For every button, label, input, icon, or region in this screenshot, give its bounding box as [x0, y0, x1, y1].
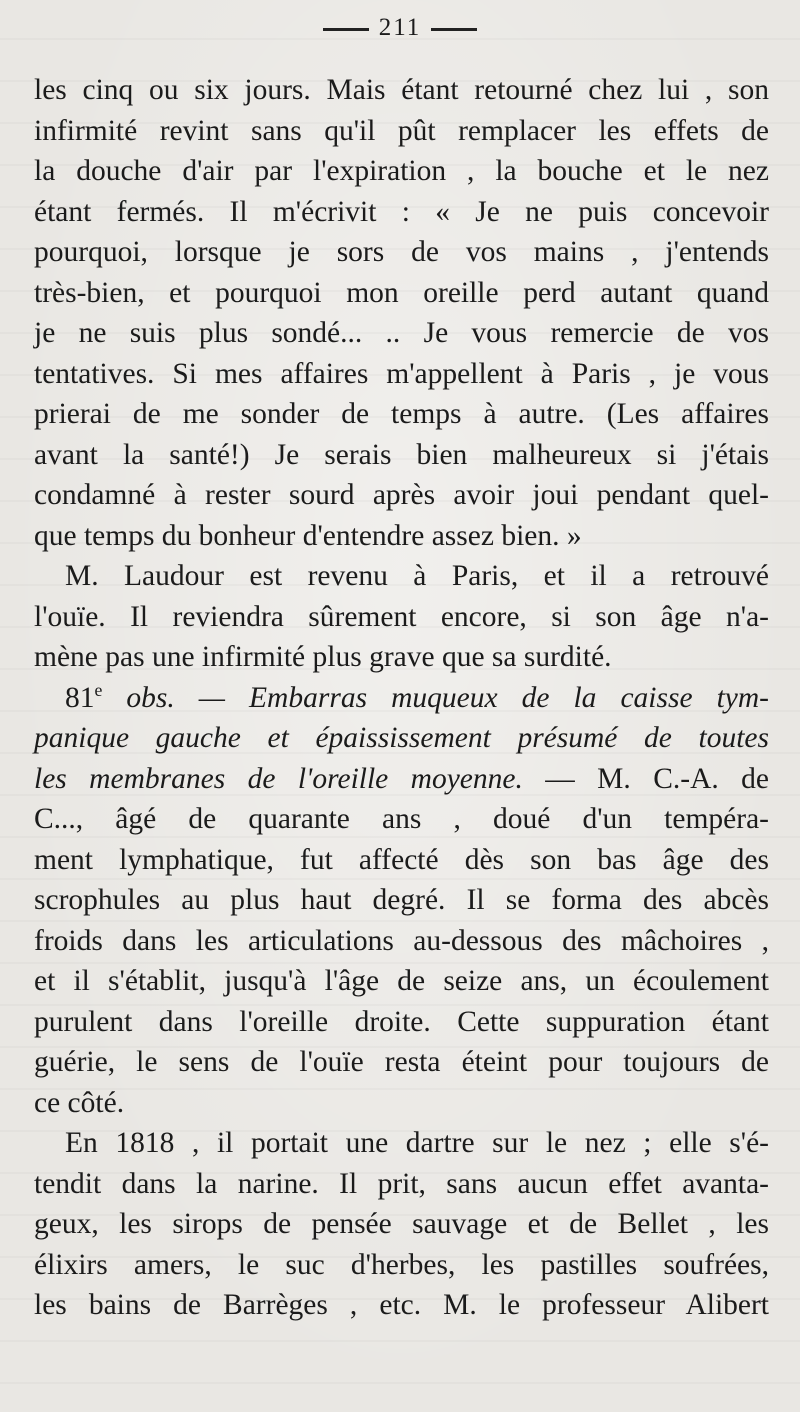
- observation-number: 81: [65, 681, 95, 714]
- text-line: mène pas une infirmité plus grave que sa surdité.: [34, 641, 612, 673]
- text-line: l'ouïe. Il reviendra sûrement encore, si son âge n'a-: [34, 600, 769, 633]
- text-line: élixirs amers, le suc d'herbes, les pastilles soufrées,: [34, 1248, 769, 1281]
- header-dash-left: [323, 28, 369, 31]
- patient-intro: — M. C.-A. de: [545, 762, 769, 795]
- text-line: tentatives. Si mes affaires m'appellent à Paris , je vous: [34, 357, 769, 390]
- text-line: les cinq ou six jours. Mais étant retourné chez lui , son: [34, 74, 769, 106]
- text-line: tendit dans la narine. Il prit, sans aucun effet avanta-: [34, 1167, 769, 1200]
- text-line: scrophules au plus haut degré. Il se forma des abcès: [34, 884, 769, 916]
- text-line: je ne suis plus sondé... .. Je vous remercie de vos: [34, 317, 769, 349]
- text-line: En 1818 , il portait une dartre sur le nez ; elle s'é-: [65, 1127, 769, 1159]
- text-line: très-bien, et pourquoi mon oreille perd autant quand: [34, 276, 769, 309]
- text-line: froids dans les articulations au-dessous des mâchoires ,: [34, 924, 769, 957]
- text-line: M. Laudour est revenu à Paris, et il a retrouvé: [65, 560, 769, 592]
- text-line: ment lymphatique, fut affecté dès son bas âge des: [34, 843, 769, 876]
- text-line: avant la santé!) Je serais bien malheureux si j'étais: [34, 438, 769, 471]
- text-line: que temps du bonheur d'entendre assez bien. »: [34, 519, 582, 552]
- text-line: ce côté.: [34, 1086, 125, 1119]
- text-line: et il s'établit, jusqu'à l'âge de seize ans, un écoulement: [34, 965, 769, 997]
- text-line: prierai de me sonder de temps à autre. (Les affaires: [34, 398, 769, 430]
- ordinal-suffix: e: [94, 679, 103, 700]
- text-line: C..., âgé de quarante ans , doué d'un tempéra-: [34, 803, 769, 835]
- observation-abbr: obs.: [126, 681, 175, 714]
- text-line: pourquoi, lorsque je sors de vos mains , j'entends: [34, 236, 769, 268]
- text-line: guérie, le sens de l'ouïe resta éteint pour toujours de: [34, 1046, 769, 1078]
- observation-title-end-line: [34, 759, 769, 800]
- text-line: la douche d'air par l'expiration , la bouche et le nez: [34, 155, 769, 187]
- observation-title-end: les membranes de l'oreille moyenne.: [34, 762, 523, 795]
- body-text: [34, 70, 769, 1326]
- page-number: 211: [378, 14, 422, 41]
- observation-title-part: — Embarras muqueux de la caisse tym-: [198, 681, 769, 714]
- page-header: [0, 14, 800, 42]
- text-line: infirmité revint sans qu'il pût remplacer les effets de: [34, 114, 769, 147]
- text-line: condamné à rester sourd après avoir joui pendant quel-: [34, 479, 769, 511]
- text-line: geux, les sirops de pensée sauvage et de Bellet , les: [34, 1208, 769, 1240]
- text-line: étant fermés. Il m'écrivit : « Je ne puis concevoir: [34, 195, 769, 228]
- text-line: purulent dans l'oreille droite. Cette suppuration étant: [34, 1005, 769, 1038]
- observation-title-line: panique gauche et épaississement présumé de toutes: [34, 722, 769, 754]
- text-line: les bains de Barrèges , etc. M. le professeur Alibert: [34, 1289, 769, 1321]
- header-dash-right: [431, 28, 477, 31]
- observation-heading-line: [34, 678, 769, 719]
